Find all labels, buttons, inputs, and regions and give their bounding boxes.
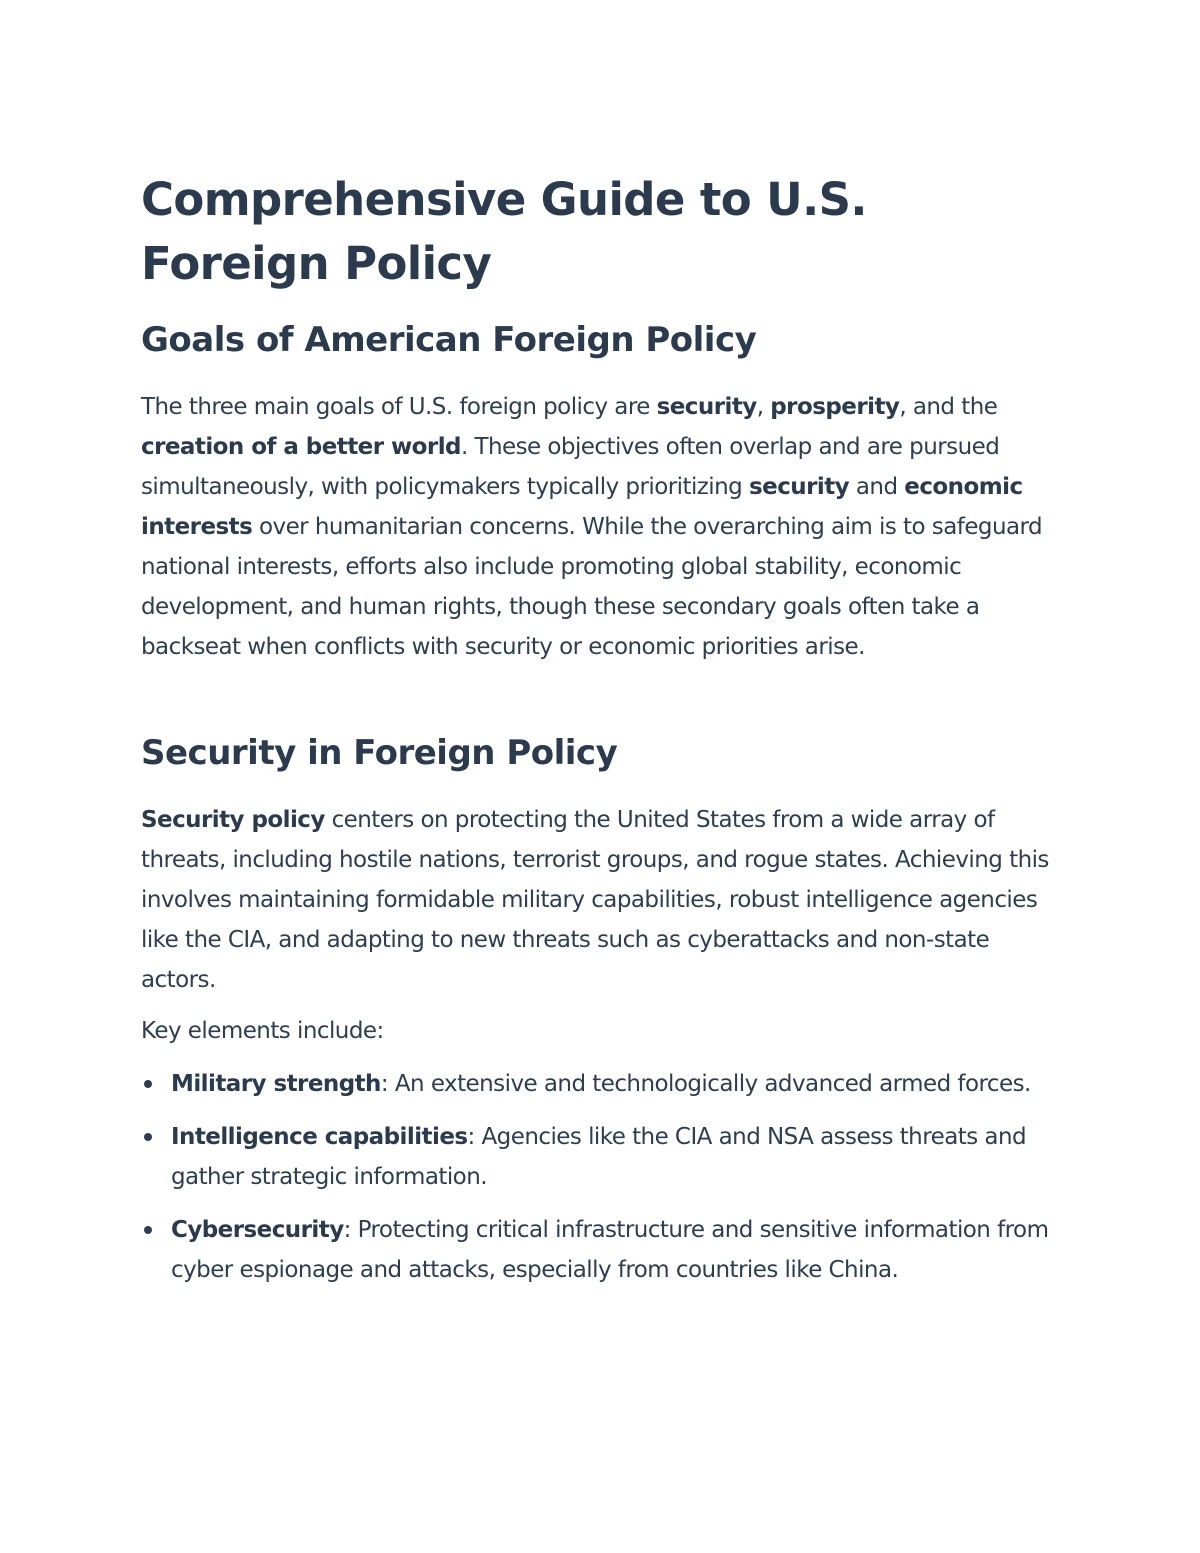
list-item-text: : An extensive and technologically advanced armed forces. bbox=[380, 1071, 1031, 1097]
list-item bbox=[141, 1064, 1056, 1104]
list-item-text: : Agencies like the CIA and NSA assess threats and gather strategic information. bbox=[171, 1124, 1027, 1190]
list-item-term: Military strength bbox=[171, 1071, 381, 1097]
section-heading-goals: Goals of American Foreign Policy bbox=[141, 320, 757, 360]
section-heading-security: Security in Foreign Policy bbox=[141, 733, 618, 773]
goals-text-3: , and the bbox=[899, 394, 998, 420]
bullet-icon bbox=[144, 1133, 152, 1141]
security-paragraph bbox=[141, 800, 1056, 1000]
goals-bold-security-2: security bbox=[749, 474, 850, 500]
list-item-text: : Protecting critical infrastructure and sensitive information from cyber espionage and attacks, especially from countries like China. bbox=[171, 1217, 1049, 1283]
bullet-icon bbox=[144, 1226, 152, 1234]
goals-bold-prosperity: prosperity bbox=[770, 394, 900, 420]
list-item bbox=[141, 1117, 1056, 1197]
goals-text-1: The three main goals of U.S. foreign policy are bbox=[141, 394, 657, 420]
goals-text-2: , bbox=[756, 394, 771, 420]
security-bold-policy: Security policy bbox=[141, 807, 325, 833]
bullet-icon bbox=[144, 1080, 152, 1088]
key-elements-list bbox=[141, 1064, 1056, 1303]
goals-bold-economic-interests: economic interests bbox=[141, 474, 1023, 540]
goals-text-5: and bbox=[849, 474, 905, 500]
page-title: Comprehensive Guide to U.S. Foreign Policy bbox=[141, 173, 867, 290]
list-item-term: Cybersecurity bbox=[171, 1217, 344, 1243]
key-elements-intro: Key elements include: bbox=[141, 1018, 384, 1044]
goals-text-4: . These objectives often overlap and are pursued simultaneously, with policymakers typically prioritizing bbox=[141, 434, 1000, 500]
list-item-term: Intelligence capabilities bbox=[171, 1124, 468, 1150]
list-item bbox=[141, 1210, 1056, 1290]
goals-bold-better-world: creation of a better world bbox=[141, 434, 461, 460]
goals-bold-security: security bbox=[656, 394, 757, 420]
goals-paragraph bbox=[141, 387, 1056, 667]
security-text-1: centers on protecting the United States from a wide array of threats, including hostile nations, terrorist groups, and rogue states. Achieving this involves maintaining formidable military capabilities, robust intelligence agencies like the CIA, and adapting to new threats such as cyberattacks and non-state actors. bbox=[141, 807, 1049, 993]
goals-text-6: over humanitarian concerns. While the overarching aim is to safeguard national interests, efforts also include promoting global stability, economic development, and human rights, though these secondary goals often take a backseat when conflicts with security or economic priorities arise. bbox=[141, 514, 1043, 660]
